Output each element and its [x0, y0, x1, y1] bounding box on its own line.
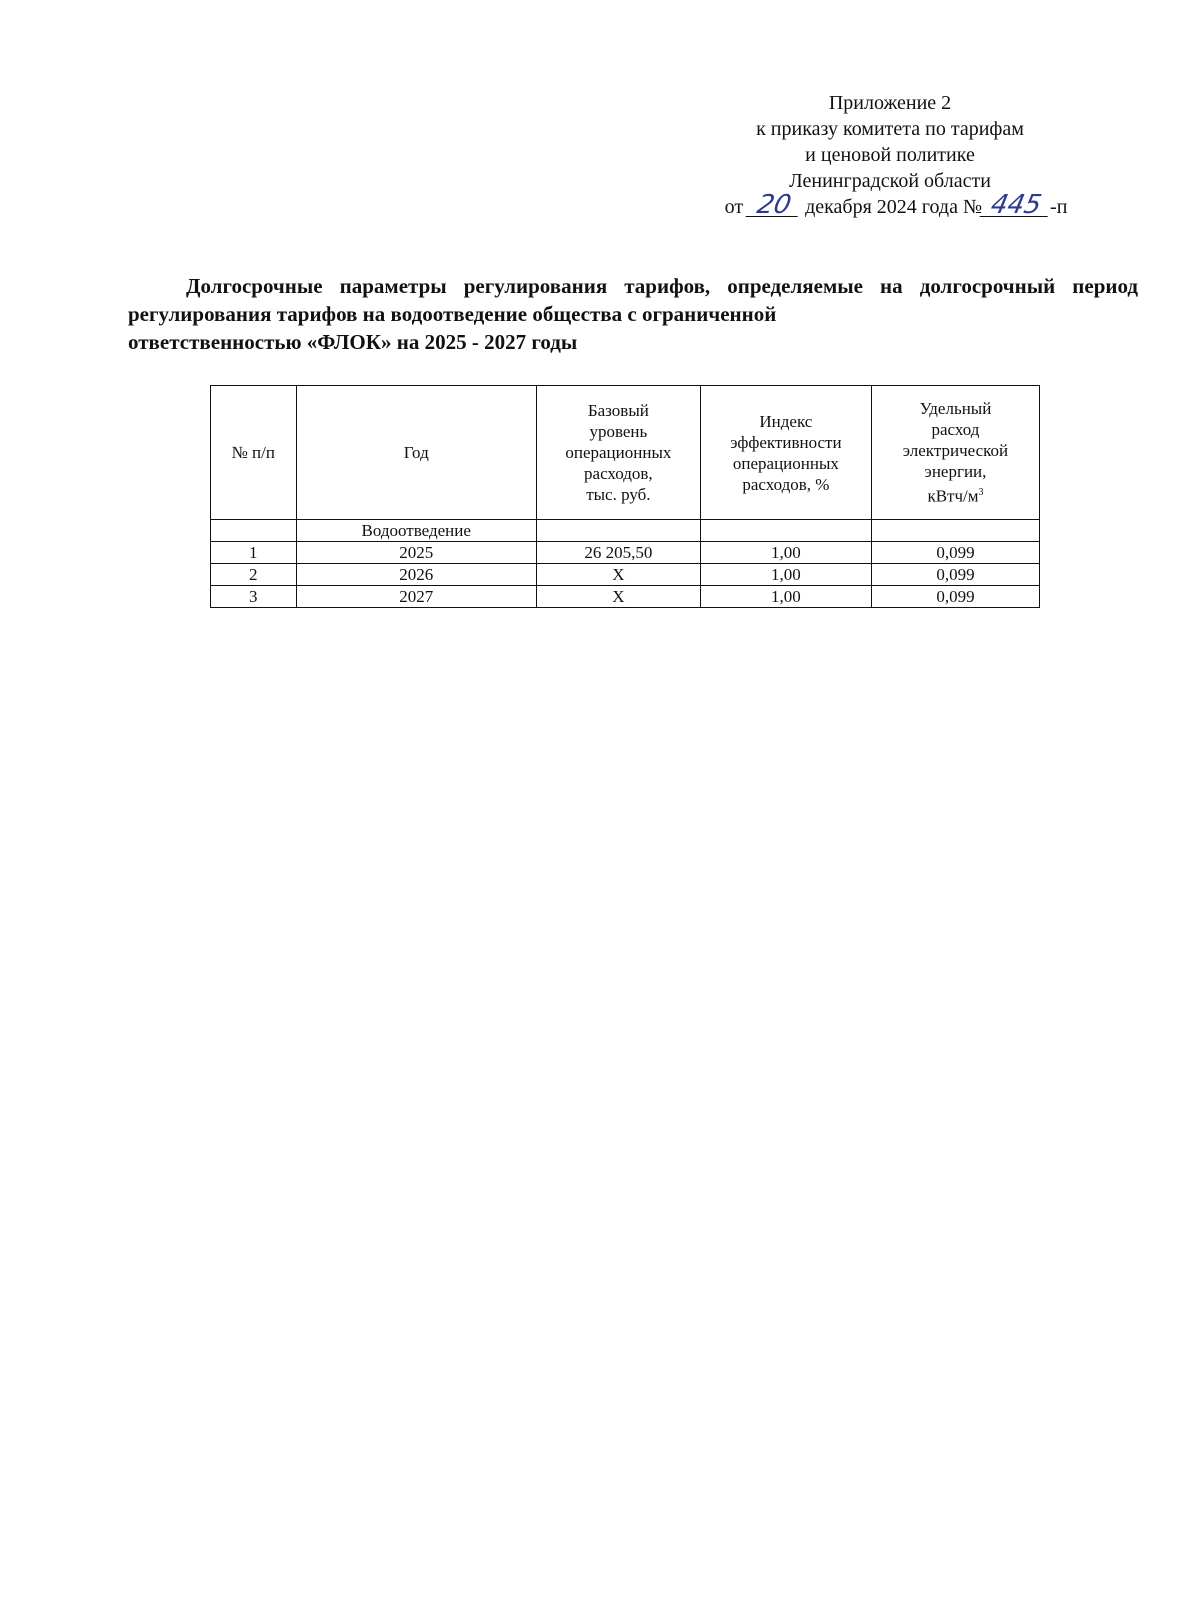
- cell-year: 2027: [296, 586, 536, 608]
- cell-base-cost: 26 205,50: [536, 542, 700, 564]
- cell-year: 2025: [296, 542, 536, 564]
- appendix-region: Ленинградской области: [789, 170, 991, 192]
- document-title: [128, 272, 1138, 384]
- appendix-header: [640, 90, 1140, 220]
- cell-num: 3: [211, 586, 297, 608]
- order-date-line: [646, 190, 1146, 220]
- section-row: [211, 520, 1040, 542]
- header-efficiency: Индекс эффективности операционных расходов, %: [700, 386, 871, 520]
- cell-base-cost: X: [536, 564, 700, 586]
- table-row: [211, 586, 1040, 608]
- cell-energy: 0,099: [871, 564, 1039, 586]
- table-header-row: [211, 386, 1040, 520]
- handwritten-order-number: 445: [980, 194, 1053, 217]
- handwritten-day: 20: [746, 194, 803, 217]
- header-base-cost: Базовый уровень операционных расходов, тыс. руб.: [536, 386, 700, 520]
- appendix-title: Приложение 2: [828, 92, 952, 114]
- cell-energy: 0,099: [871, 542, 1039, 564]
- appendix-committee: и ценовой политике: [805, 144, 975, 166]
- cell-efficiency: 1,00: [700, 542, 871, 564]
- document-title-last-line: ответственностью «ФЛОК» на 2025 - 2027 годы: [128, 330, 578, 354]
- cell-year: 2026: [296, 564, 536, 586]
- cell-energy: 0,099: [871, 586, 1039, 608]
- date-prefix: от: [724, 196, 744, 218]
- table-row: [211, 542, 1040, 564]
- header-num: № п/п: [211, 386, 297, 520]
- date-middle: декабря 2024 года №: [805, 196, 983, 218]
- parameters-table: [210, 385, 1040, 608]
- header-year: Год: [296, 386, 536, 520]
- cell-num: 1: [211, 542, 297, 564]
- section-label: Водоотведение: [296, 520, 536, 542]
- cell-efficiency: 1,00: [700, 564, 871, 586]
- cell-base-cost: X: [536, 586, 700, 608]
- document-title-main: Долгосрочные параметры регулирования тарифов, определяемые на долгосрочный период регулирования тарифов на водоотведение общества с ограниченной: [128, 274, 1138, 326]
- cell-efficiency: 1,00: [700, 586, 871, 608]
- header-energy: Удельный расход электрической энергии, кВтч/$м^3$: [871, 386, 1039, 520]
- order-suffix: -п: [1050, 196, 1068, 218]
- table-row: [211, 564, 1040, 586]
- appendix-order-ref: к приказу комитета по тарифам: [756, 118, 1024, 140]
- cell-num: 2: [211, 564, 297, 586]
